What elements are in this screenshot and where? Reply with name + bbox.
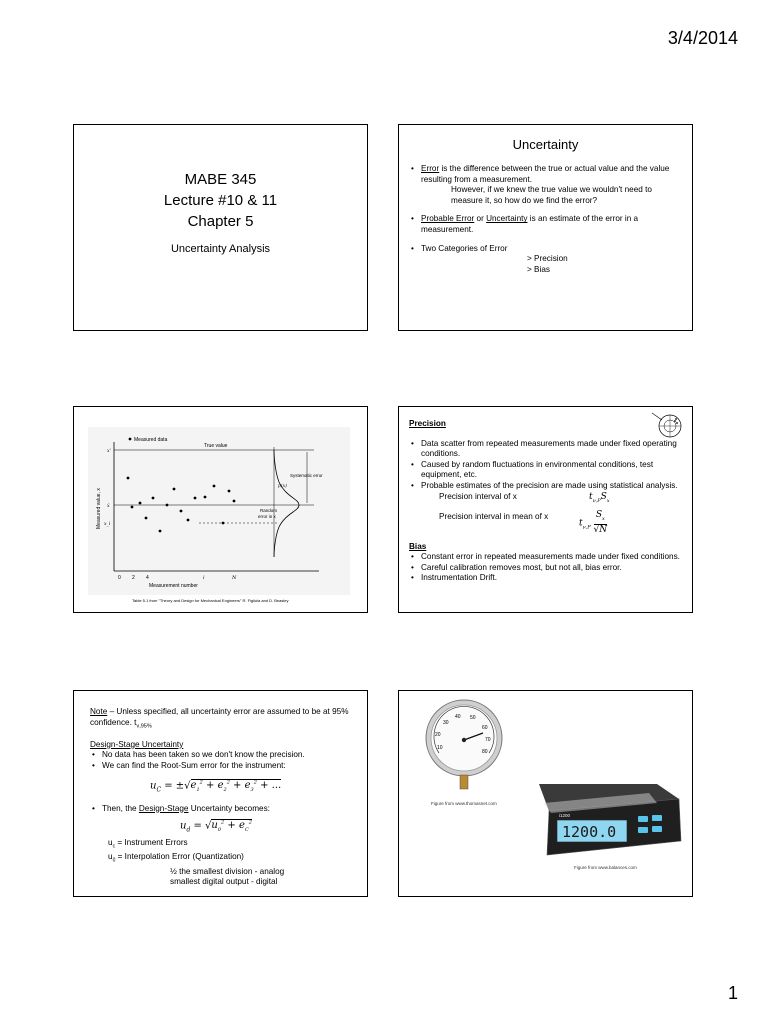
figure-caption: Table 5.1 from "Theory and Design for Mechanical Engineers" R. Figliola and D. Beasley bbox=[132, 598, 289, 603]
precision-interval-mean-label: Precision interval in mean of x bbox=[439, 511, 549, 521]
scale-button bbox=[638, 816, 648, 822]
legend-label: Measured data bbox=[134, 437, 168, 443]
lecture-number: Lecture #10 & 11 bbox=[163, 192, 278, 209]
digital-scale-image bbox=[539, 784, 681, 855]
precision-interval-x-formula: $t_{\nu,P}S_x$ bbox=[589, 491, 610, 504]
bullet-probable-error: • Probable Error or Uncertainty is an estimate of the error in a measurement. bbox=[409, 214, 682, 235]
data-point bbox=[127, 477, 130, 480]
data-point bbox=[187, 519, 190, 522]
slide-error-figure bbox=[73, 406, 368, 613]
slide-subtitle: Uncertainty Analysis bbox=[170, 243, 271, 255]
data-point bbox=[145, 517, 148, 520]
scale-reading: 1200.0 bbox=[562, 823, 617, 841]
bias-bullet-2: • Careful calibration removes most, but not all, bias error. bbox=[409, 563, 682, 574]
data-point bbox=[204, 496, 207, 499]
y-tick-true: x' bbox=[107, 449, 111, 454]
scale-model: i1200 bbox=[559, 813, 571, 818]
slide-instruments bbox=[398, 690, 693, 897]
precision-bullet-3: • Probable estimates of the precision are made using statistical analysis. bbox=[409, 481, 682, 492]
slide-precision-bias bbox=[398, 406, 693, 613]
gauge-tick-80: 80 bbox=[482, 749, 488, 755]
scale-caption: Figure from www.balances.com bbox=[574, 865, 637, 870]
precision-interval-mean-formula: $t_{\nu,P}$ $\frac{S_x}{√N}$ bbox=[579, 509, 608, 535]
bias-heading: Bias bbox=[409, 541, 427, 551]
digital-rule: smallest digital output - digital bbox=[170, 877, 278, 887]
scale-button bbox=[652, 815, 662, 821]
gauge-tick-20: 20 bbox=[435, 732, 441, 738]
random-error-label-2: error in x bbox=[258, 514, 276, 519]
gauge-caption: Figure from www.thomasnet.com bbox=[431, 801, 497, 806]
bias-bullet-3: • Instrumentation Drift. bbox=[409, 573, 682, 584]
design-stage-formula: $u_d = √u_0^2 + e_C^2$ bbox=[180, 820, 252, 834]
chapter-number: Chapter 5 bbox=[187, 213, 254, 230]
slide-uncertainty bbox=[398, 124, 693, 331]
analog-rule: ½ the smallest division - analog bbox=[170, 866, 285, 876]
gauge-stem bbox=[460, 775, 468, 789]
category-precision: > Precision bbox=[527, 254, 568, 264]
bullet-error-sub: However, if we knew the true value we wouldn't need to measure it, so how do we find the error? bbox=[451, 185, 652, 205]
scale-button bbox=[652, 826, 662, 832]
slide-title bbox=[73, 124, 368, 331]
page-date: 3/4/2014 bbox=[667, 28, 738, 48]
precision-interval-x-label: Precision interval of x bbox=[439, 491, 517, 501]
gauge-tick-30: 30 bbox=[443, 720, 449, 726]
y-axis-label: Measured value, x bbox=[96, 488, 102, 529]
x-axis-label: Measurement number bbox=[149, 583, 198, 589]
slide-design-stage bbox=[73, 690, 368, 897]
gauge-tick-70: 70 bbox=[485, 737, 491, 743]
course-code: MABE 345 bbox=[184, 171, 257, 188]
px-label: p(x) bbox=[278, 484, 287, 489]
gauge-tick-10: 10 bbox=[437, 745, 443, 751]
then-bullet: • Then, the Design-Stage Uncertainty becomes: bbox=[90, 804, 357, 815]
pressure-gauge-image bbox=[426, 700, 502, 789]
data-point bbox=[213, 485, 216, 488]
precision-heading: Precision bbox=[409, 419, 446, 428]
category-bias: > Bias bbox=[527, 264, 550, 274]
gauge-tick-50: 50 bbox=[470, 715, 476, 721]
note-text: Note – Unless specified, all uncertainty error are assumed to be at 95% confidence. $t_{\nu,95\%}$ bbox=[90, 707, 349, 730]
x-tick-0: 0 bbox=[118, 575, 121, 581]
slide-heading: Uncertainty bbox=[512, 137, 579, 152]
data-point bbox=[159, 530, 162, 533]
scale-button bbox=[638, 827, 648, 833]
data-point bbox=[139, 502, 142, 505]
bias-bullet-1: • Constant error in repeated measurements made under fixed conditions. bbox=[409, 552, 682, 563]
true-value-label: True value bbox=[204, 443, 228, 449]
bullet-categories: • Two Categories of Error bbox=[409, 244, 682, 255]
slide-title-text bbox=[74, 169, 367, 232]
instrument-images bbox=[399, 691, 691, 895]
data-point bbox=[228, 490, 231, 493]
design-bullet-1: • No data has been taken so we don't know the precision. bbox=[90, 750, 357, 761]
x-tick-4: 4 bbox=[146, 575, 149, 581]
design-stage-heading: Design-Stage Uncertainty bbox=[90, 739, 184, 749]
x-tick-i: i bbox=[203, 575, 205, 581]
y-tick-mean: x̄ bbox=[107, 504, 110, 509]
target-icon bbox=[650, 409, 686, 441]
data-point bbox=[222, 522, 225, 525]
page-number: 1 bbox=[727, 983, 738, 1003]
bullet-error: • Error is the difference between the true or actual value and the value resulting from a measurement. bbox=[409, 164, 682, 185]
root-sum-formula: $u_C = \pm√e_1^2 + e_2^2 + e_3^2$ + ... bbox=[150, 779, 282, 793]
x-tick-2: 2 bbox=[132, 575, 135, 581]
data-point bbox=[131, 506, 134, 509]
data-point bbox=[180, 510, 183, 513]
gauge-tick-60: 60 bbox=[482, 725, 488, 731]
gauge-tick-40: 40 bbox=[455, 714, 461, 720]
design-bullet-2: • We can find the Root-Sum error for the instrument: bbox=[90, 761, 357, 772]
data-point bbox=[194, 497, 197, 500]
data-point bbox=[166, 504, 169, 507]
error-figure bbox=[74, 407, 366, 611]
precision-bullet-2: • Caused by random fluctuations in environmental conditions, test equipment, etc. bbox=[409, 460, 682, 481]
u0-definition: $u_0$ = Interpolation Error (Quantization) bbox=[108, 852, 244, 864]
precision-bullet-1: • Data scatter from repeated measurements made under fixed operating conditions. bbox=[409, 439, 682, 460]
random-error-label-1: Random bbox=[260, 508, 278, 513]
data-point bbox=[173, 488, 176, 491]
legend-marker bbox=[129, 438, 132, 441]
x-tick-n: N bbox=[232, 575, 237, 581]
data-point bbox=[233, 500, 236, 503]
systematic-error-label: Systematic error bbox=[290, 473, 323, 478]
y-tick-xi: x_i bbox=[104, 522, 111, 527]
data-point bbox=[152, 497, 155, 500]
uc-definition: $u_c$ = Instrument Errors bbox=[108, 838, 188, 850]
